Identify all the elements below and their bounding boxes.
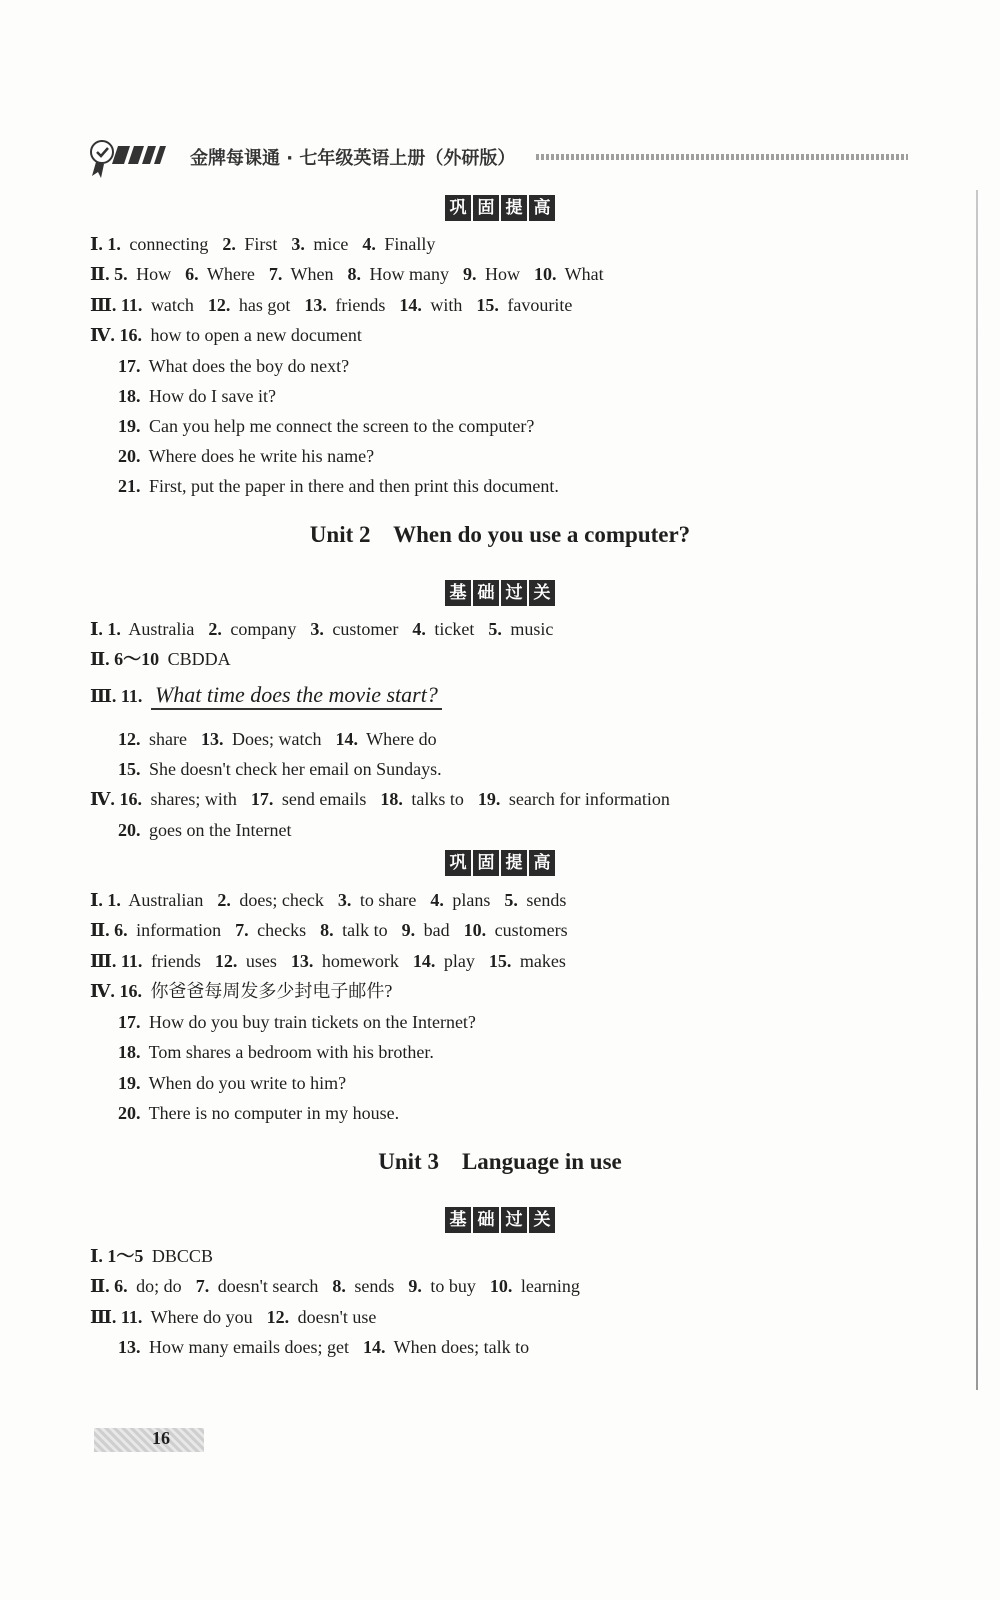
question-number: 7.	[268, 264, 283, 284]
answer-item	[362, 234, 435, 254]
question-number: 12.	[266, 1307, 290, 1327]
tag-char: 固	[473, 195, 499, 221]
answer-text: search for information	[504, 789, 670, 809]
answer-text: how to open a new document	[145, 325, 362, 345]
answer-text: watch	[146, 295, 194, 315]
page-number: 16	[152, 1428, 170, 1448]
roman-numeral: Ⅰ.	[90, 1246, 108, 1266]
question-number: 5.	[488, 619, 502, 639]
answer-text: checks	[252, 920, 307, 940]
answer-text: homework	[317, 951, 399, 971]
answer-item	[215, 951, 277, 971]
answer-line	[118, 1040, 434, 1064]
answer-text: customers	[490, 920, 568, 940]
answer-item	[310, 619, 398, 639]
answer-item	[118, 729, 187, 749]
question-number: 15.	[476, 295, 499, 315]
answer-item	[320, 920, 388, 940]
answer-text: What	[560, 264, 604, 284]
answer-item	[90, 951, 201, 971]
answer-item	[118, 476, 559, 496]
question-number: 18.	[118, 386, 141, 406]
tag-char: 基	[445, 580, 471, 606]
roman-numeral: Ⅲ.	[90, 295, 121, 315]
answer-item	[118, 386, 276, 406]
tag-char: 过	[501, 1207, 527, 1233]
answer-text: When do you write to him?	[144, 1073, 347, 1093]
roman-numeral: Ⅲ.	[90, 1307, 121, 1327]
question-number: 14.	[412, 951, 436, 971]
question-number: 16.	[119, 325, 142, 345]
answer-text: 你爸爸每周发多少封电子邮件?	[145, 981, 393, 1001]
roman-numeral: Ⅰ.	[90, 890, 108, 910]
question-number: 3.	[337, 890, 352, 910]
answer-item	[399, 295, 462, 315]
question-number: 5.	[114, 264, 128, 284]
answer-text: How	[480, 264, 520, 284]
question-number: 6.	[185, 264, 199, 284]
question-number: 4.	[430, 890, 444, 910]
question-number: 19.	[118, 416, 141, 436]
question-number: 1.	[107, 234, 121, 254]
roman-numeral: Ⅱ.	[90, 1276, 115, 1296]
question-number: 11.	[120, 295, 143, 315]
answer-item	[90, 325, 362, 345]
answer-line	[118, 1335, 529, 1359]
answer-text: share	[144, 729, 187, 749]
question-number: 19.	[118, 1073, 141, 1093]
answer-text: When	[286, 264, 334, 284]
question-number: 1.	[107, 619, 121, 639]
roman-numeral: Ⅳ.	[90, 325, 120, 345]
question-number: 21.	[118, 476, 141, 496]
answer-item	[118, 356, 349, 376]
question-number: 9.	[401, 920, 416, 940]
answer-item	[118, 416, 534, 436]
answer-text: How many	[364, 264, 449, 284]
question-number: 14.	[335, 729, 358, 749]
answer-text: First, put the paper in there and then print this document.	[144, 476, 559, 496]
question-number: 6～10	[114, 649, 160, 669]
question-number: 8.	[347, 264, 361, 284]
answer-item	[208, 295, 291, 315]
question-number: 19.	[477, 789, 501, 809]
question-number: 9.	[408, 1276, 422, 1296]
answer-item	[118, 1337, 349, 1357]
answer-line	[90, 293, 572, 317]
tag-char: 过	[501, 580, 527, 606]
answer-item	[90, 619, 194, 639]
answer-item	[118, 820, 291, 840]
answer-text: Where do	[361, 729, 437, 749]
answer-item	[201, 729, 321, 749]
question-number: 17.	[118, 356, 141, 376]
answer-line	[118, 414, 534, 438]
question-number: 1～5	[107, 1246, 144, 1266]
question-number: 3.	[291, 234, 305, 254]
question-number: 11.	[120, 686, 143, 706]
answer-text: makes	[515, 951, 566, 971]
answer-item	[90, 789, 237, 809]
question-number: 14.	[362, 1337, 386, 1357]
tag-char: 提	[501, 195, 527, 221]
tag-char: 高	[529, 195, 555, 221]
answer-line	[118, 1071, 346, 1095]
answer-item	[269, 264, 334, 284]
question-number: 7.	[195, 1276, 210, 1296]
answer-item	[347, 264, 449, 284]
question-number: 15.	[488, 951, 512, 971]
answer-item	[504, 890, 566, 910]
question-number: 2.	[222, 234, 236, 254]
answer-item	[235, 920, 306, 940]
answer-text: company	[225, 619, 297, 639]
roman-numeral: Ⅱ.	[90, 264, 115, 284]
roman-numeral: Ⅲ.	[90, 686, 121, 706]
question-number: 7.	[235, 920, 249, 940]
answer-text: friends	[146, 951, 201, 971]
answer-text: has got	[234, 295, 291, 315]
answer-text: information	[131, 920, 222, 940]
answer-text: favourite	[502, 295, 573, 315]
answer-text: Finally	[379, 234, 436, 254]
answer-item	[476, 295, 572, 315]
answer-text: First	[239, 234, 278, 254]
answer-text: plans	[447, 890, 491, 910]
answer-text: Australian	[124, 890, 204, 910]
answer-item	[488, 619, 553, 639]
answer-item	[90, 890, 203, 910]
question-number: 2.	[217, 890, 231, 910]
answer-item	[413, 951, 475, 971]
roman-numeral: Ⅱ.	[90, 920, 115, 940]
section-tag-basics	[0, 580, 1000, 606]
answer-text: Where does he write his name?	[144, 446, 375, 466]
answer-line	[90, 979, 392, 1003]
tag-char: 巩	[445, 195, 471, 221]
tag-char: 关	[529, 1207, 555, 1233]
answer-line	[90, 949, 566, 973]
answer-item	[90, 649, 231, 669]
answer-text: When does; talk to	[389, 1337, 530, 1357]
answer-line-handwritten	[90, 682, 442, 710]
answer-line	[90, 262, 604, 286]
question-number: 12.	[214, 951, 238, 971]
answer-line	[118, 384, 276, 408]
answer-text: does; check	[234, 890, 324, 910]
answer-item	[90, 1276, 182, 1296]
answer-item	[208, 619, 296, 639]
answer-item	[118, 1012, 476, 1032]
question-number: 10.	[489, 1276, 513, 1296]
question-number: 10.	[463, 920, 487, 940]
answer-text: send emails	[277, 789, 367, 809]
handwritten-answer: What time does the movie start?	[151, 682, 442, 710]
question-number: 18.	[118, 1042, 141, 1062]
question-number: 16.	[119, 789, 142, 809]
page-header	[88, 136, 908, 180]
answer-text: sends	[349, 1276, 395, 1296]
section-tag-basics	[0, 1207, 1000, 1233]
answer-text: with	[425, 295, 463, 315]
answer-item	[185, 264, 255, 284]
section-tag-consolidate	[0, 850, 1000, 876]
answer-item	[90, 264, 171, 284]
answer-line	[90, 1305, 376, 1329]
answer-text: learning	[516, 1276, 580, 1296]
answer-item	[291, 951, 399, 971]
answer-item	[304, 295, 385, 315]
answer-line	[90, 888, 566, 912]
question-number: 5.	[504, 890, 518, 910]
answer-text: Tom shares a bedroom with his brother.	[144, 1042, 434, 1062]
answer-item	[222, 234, 277, 254]
question-number: 4.	[362, 234, 376, 254]
answer-line	[118, 757, 442, 781]
answer-text: bad	[419, 920, 450, 940]
answer-line	[118, 727, 437, 751]
answer-text: doesn't search	[213, 1276, 319, 1296]
answer-text: talk to	[337, 920, 388, 940]
question-number: 6.	[114, 1276, 128, 1296]
answer-text: Can you help me connect the screen to the computer?	[144, 416, 535, 436]
answer-item	[251, 789, 366, 809]
answer-text: customer	[327, 619, 399, 639]
answer-text: What does the boy do next?	[144, 356, 350, 376]
question-number: 6.	[114, 920, 128, 940]
answer-text: friends	[330, 295, 386, 315]
answer-text: doesn't use	[293, 1307, 377, 1327]
answer-item	[196, 1276, 319, 1296]
answer-item	[463, 264, 520, 284]
answer-text: DBCCB	[147, 1246, 213, 1266]
page-number-box	[94, 1428, 204, 1452]
answer-item	[118, 759, 442, 779]
answer-text: to buy	[425, 1276, 476, 1296]
roman-numeral: Ⅳ.	[90, 981, 120, 1001]
question-number: 8.	[320, 920, 334, 940]
tag-char: 础	[473, 580, 499, 606]
answer-item	[118, 446, 374, 466]
question-number: 18.	[380, 789, 403, 809]
answer-item	[478, 789, 670, 809]
answer-line	[90, 1274, 580, 1298]
answer-item	[90, 1307, 253, 1327]
answer-text: play	[439, 951, 475, 971]
answer-item	[291, 234, 348, 254]
answer-item	[90, 234, 208, 254]
answer-item	[90, 920, 221, 940]
header-rule	[536, 154, 908, 160]
answer-item	[267, 1307, 377, 1327]
question-number: 20.	[118, 820, 141, 840]
question-number: 13.	[290, 951, 314, 971]
question-number: 4.	[412, 619, 426, 639]
roman-numeral: Ⅰ.	[90, 619, 108, 639]
answer-line	[118, 474, 559, 498]
answer-text: connecting	[124, 234, 209, 254]
question-number: 20.	[118, 446, 141, 466]
question-number: 10.	[533, 264, 557, 284]
answer-line	[90, 647, 231, 671]
answer-item	[534, 264, 604, 284]
question-number: 12.	[118, 729, 141, 749]
answer-line	[90, 617, 553, 641]
answer-text: How do you buy train tickets on the Internet?	[144, 1012, 476, 1032]
question-number: 13.	[200, 729, 224, 749]
answer-text: to share	[355, 890, 417, 910]
answer-text: music	[505, 619, 554, 639]
question-number: 3.	[310, 619, 324, 639]
answer-item	[118, 1042, 434, 1062]
answer-text: do; do	[131, 1276, 182, 1296]
tag-char: 巩	[445, 850, 471, 876]
question-number: 2.	[208, 619, 222, 639]
answer-item	[402, 920, 450, 940]
answer-item	[118, 1103, 399, 1123]
question-number: 11.	[120, 1307, 143, 1327]
question-number: 20.	[118, 1103, 141, 1123]
answer-line	[118, 354, 349, 378]
answer-item	[430, 890, 490, 910]
answer-item	[338, 890, 416, 910]
answer-line	[118, 444, 374, 468]
answer-line	[118, 1101, 399, 1125]
roman-numeral: Ⅳ.	[90, 789, 120, 809]
answer-item	[332, 1276, 394, 1296]
answer-text: uses	[241, 951, 277, 971]
answer-line	[90, 323, 362, 347]
answer-line	[90, 232, 435, 256]
tag-char: 高	[529, 850, 555, 876]
question-number: 11.	[120, 951, 143, 971]
unit-3-title: Unit 3 Language in use	[378, 1149, 622, 1174]
answer-text: Australia	[124, 619, 195, 639]
question-number: 13.	[304, 295, 327, 315]
answer-item	[90, 295, 194, 315]
answer-text: Where	[202, 264, 255, 284]
answer-text: goes on the Internet	[144, 820, 292, 840]
answer-line	[118, 1010, 476, 1034]
question-number: 14.	[399, 295, 422, 315]
answer-text: How do I save it?	[144, 386, 276, 406]
answer-text: She doesn't check her email on Sundays.	[144, 759, 442, 779]
question-number: 12.	[207, 295, 231, 315]
question-number: 17.	[250, 789, 274, 809]
answer-text: Does; watch	[227, 729, 322, 749]
answer-item	[363, 1337, 529, 1357]
answer-text: ticket	[429, 619, 475, 639]
medal-ribbon-icon	[88, 136, 178, 180]
answer-line	[90, 787, 670, 811]
tag-char: 基	[445, 1207, 471, 1233]
answer-text: talks to	[406, 789, 464, 809]
answer-item	[217, 890, 323, 910]
answer-text: CBDDA	[163, 649, 231, 669]
question-number: 13.	[118, 1337, 141, 1357]
answer-item	[408, 1276, 476, 1296]
answer-item	[118, 1073, 346, 1093]
answer-text: Where do you	[146, 1307, 253, 1327]
tag-char: 提	[501, 850, 527, 876]
tag-char: 固	[473, 850, 499, 876]
answer-line	[118, 818, 291, 842]
answer-item	[490, 1276, 580, 1296]
answer-text: How	[131, 264, 172, 284]
answer-item	[489, 951, 566, 971]
answer-item	[412, 619, 474, 639]
book-title: 金牌每课通 · 七年级英语上册（外研版）	[190, 148, 516, 169]
question-number: 15.	[118, 759, 141, 779]
answer-item	[464, 920, 568, 940]
answer-item	[335, 729, 436, 749]
question-number: 1.	[107, 890, 121, 910]
question-number: 17.	[118, 1012, 141, 1032]
tag-char: 础	[473, 1207, 499, 1233]
answer-text: mice	[308, 234, 349, 254]
answer-text: shares; with	[145, 789, 237, 809]
section-tag-consolidate	[0, 195, 1000, 221]
answer-text: sends	[521, 890, 567, 910]
unit-2-title: Unit 2 When do you use a computer?	[309, 522, 691, 547]
answer-item	[90, 981, 392, 1001]
answer-item	[90, 1246, 213, 1266]
answer-item	[380, 789, 464, 809]
answer-text: How many emails does; get	[144, 1337, 349, 1357]
roman-numeral: Ⅱ.	[90, 649, 115, 669]
answer-text: There is no computer in my house.	[144, 1103, 400, 1123]
question-number: 9.	[462, 264, 477, 284]
question-number: 8.	[332, 1276, 346, 1296]
roman-numeral: Ⅰ.	[90, 234, 108, 254]
question-number: 16.	[119, 981, 142, 1001]
answer-line	[90, 1244, 213, 1268]
answer-line	[90, 918, 568, 942]
roman-numeral: Ⅲ.	[90, 951, 121, 971]
tag-char: 关	[529, 580, 555, 606]
